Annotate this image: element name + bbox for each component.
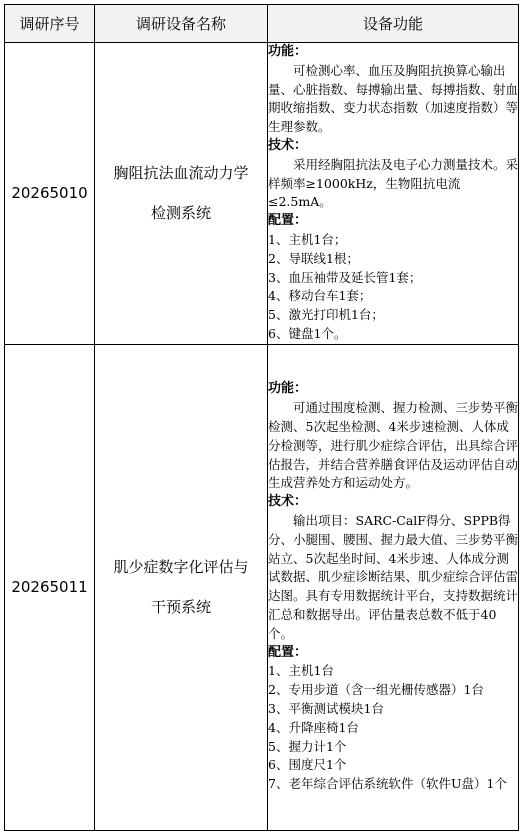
- function-text: 可通过围度检测、握力检测、三步势平衡检测、5次起坐检测、4米步速检测、人体成分检测等，进行肌少症综合评估，出具综合评估报告，并结合营养膳食评估及运动评估自动生成营养处方和运动处方。: [268, 400, 519, 491]
- config-item: 5、握力计1个: [268, 738, 347, 754]
- row-device-name: [95, 43, 268, 345]
- tech-text: 输出项目：SARC-CalF得分、SPPB得分、小腿围、腰围、握力最大值、三步势平衡站立、5次起坐时间、4米步速、人体成分测试数据、肌少症诊断结果、肌少症综合评估雷达图。具有专用数据统计平台，支持数据统计汇总和数据导出。评估量表总数不低于40个。: [268, 513, 519, 641]
- header-device-function: 设备功能: [268, 5, 519, 43]
- config-item: 4、升降座椅1台: [268, 719, 359, 735]
- header-id: 调研序号: [5, 5, 95, 43]
- config-item: 4、移动台车1套；: [268, 288, 372, 304]
- config-item: 1、主机1台: [268, 663, 334, 679]
- config-item: 7、老年综合评估系统软件（软件U盘）1个: [268, 776, 507, 792]
- header-device-name: 调研设备名称: [95, 5, 268, 43]
- device-name-line1: 肌少症数字化评估与: [113, 558, 249, 577]
- device-name-line2: 干预系统: [150, 598, 211, 617]
- row-id: 20265010: [5, 43, 95, 345]
- config-item: 3、血压袖带及延长管1套；: [268, 269, 422, 285]
- config-item: 1、主机1台；: [268, 231, 347, 247]
- function-text: 可检测心率、血压及胸阻抗换算心输出量、心脏指数、每搏输出量、每搏指数、射血期收缩指数、变力状态指数（加速度指数）等生理参数。: [268, 62, 519, 135]
- row-function: [268, 43, 519, 345]
- tech-text: 采用经胸阻抗法及电子心力测量技术。采样频率≥1000kHz，生物阻抗电流≤2.5mA。: [268, 156, 519, 210]
- survey-table: [4, 4, 519, 831]
- config-item: 6、围度尺1个: [268, 757, 347, 773]
- table-row: [5, 43, 519, 345]
- function-label: 功能：: [268, 381, 308, 397]
- config-item: 5、激光打印机1台；: [268, 307, 384, 323]
- config-label: 配置：: [268, 644, 308, 660]
- config-item: 2、导联线1根；: [268, 250, 359, 266]
- config-item: 3、平衡测试模块1台: [268, 701, 384, 717]
- function-label: 功能：: [268, 44, 308, 59]
- row-id: 20265011: [5, 344, 95, 830]
- config-item: 2、专用步道（含一组光栅传感器）1台: [268, 682, 484, 698]
- config-item: 6、键盘1个。: [268, 325, 347, 341]
- row-device-name: [95, 344, 268, 830]
- table-row: [5, 344, 519, 830]
- row-function: [268, 344, 519, 830]
- header-row: [5, 5, 519, 43]
- device-name-line1: 胸阻抗法血流动力学: [113, 164, 249, 183]
- tech-label: 技术：: [268, 137, 308, 153]
- tech-label: 技术：: [268, 494, 308, 510]
- device-name-line2: 检测系统: [150, 204, 211, 223]
- config-label: 配置：: [268, 213, 308, 229]
